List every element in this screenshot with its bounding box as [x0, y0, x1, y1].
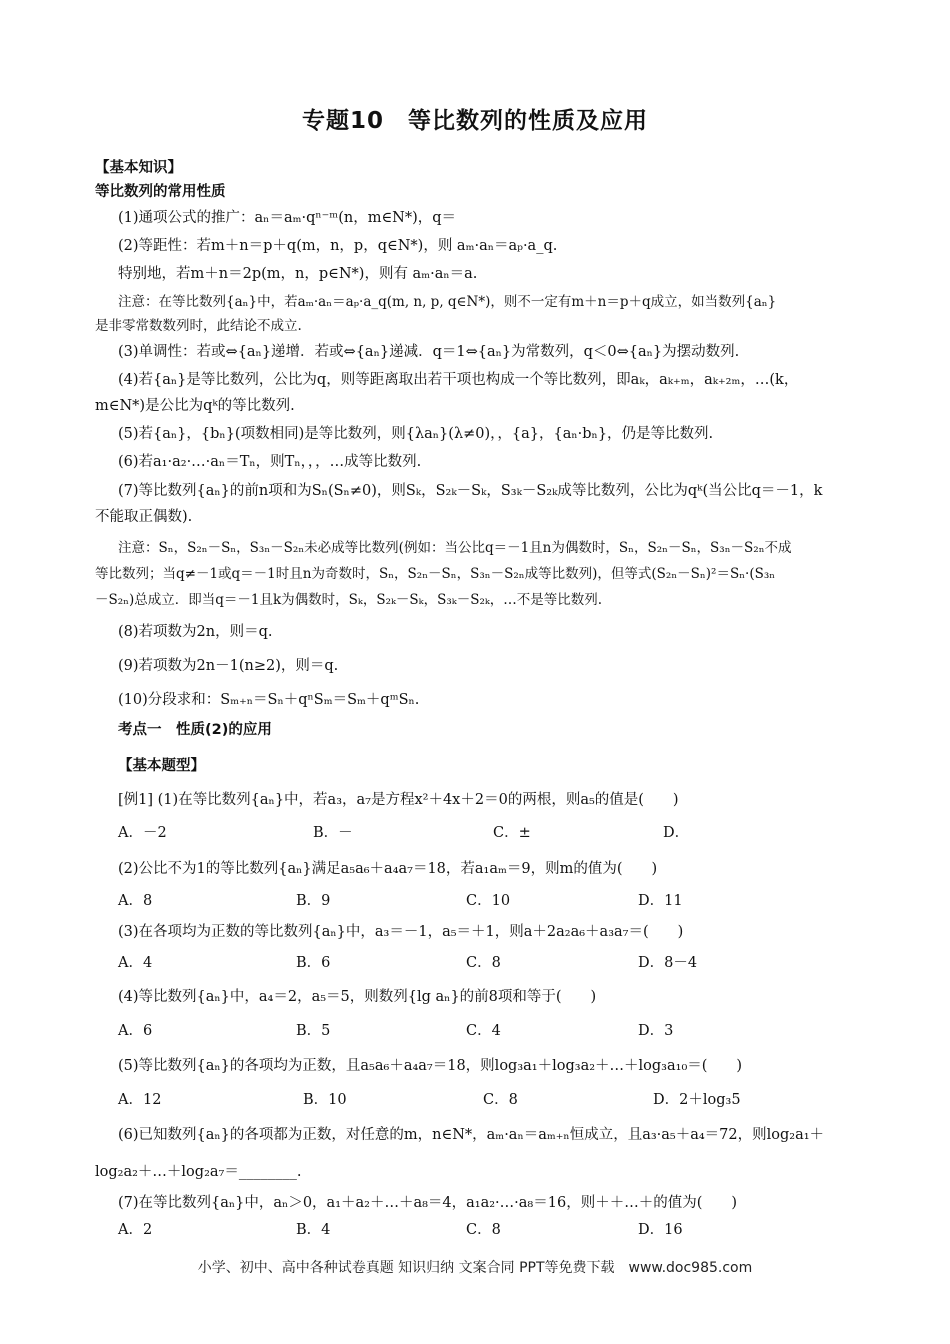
property-3: (3)单调性：若或⇔{aₙ}递增．若或⇔{aₙ}递减．q＝1⇔{aₙ}为常数列，q＜0⇔{aₙ}为摆动数列.	[118, 344, 740, 360]
footer-banner: 小学、初中、高中各种试卷真题 知识归纳 文案合同 PPT等免费下载 www.doc985.com	[197, 1260, 753, 1276]
property-7-line-2: 不能取正偶数).	[95, 509, 193, 525]
property-4-line-2: m∈N*)是公比为qᵏ的等比数列.	[95, 398, 295, 414]
question-6-line-2: log₂a₂＋…＋log₂a₇＝________.	[95, 1164, 302, 1180]
section-heading-basic: 【基本知识】	[95, 160, 182, 176]
option-a: A．8	[118, 893, 153, 909]
option-a: A．4	[118, 955, 153, 971]
question-5: (5)等比数列{aₙ}的各项均为正数，且a₅a₆＋a₄a₇＝18，则log₃a₁＋log₃a₂＋…＋log₃a₁₀＝( )	[118, 1058, 743, 1074]
question-3-options	[118, 953, 865, 973]
property-2: (2)等距性：若m＋n＝p＋q(m，n，p，q∈N*)，则 aₘ·aₙ＝aₚ·a_q.	[118, 238, 558, 254]
option-c: C．8	[466, 1222, 501, 1238]
question-1-options	[118, 823, 865, 843]
option-b: B．－	[313, 825, 353, 841]
option-a: A．6	[118, 1023, 153, 1039]
property-4-line-1: (4)若{aₙ}是等比数列，公比为q，则等距离取出若干项也构成一个等比数列，即aₖ，aₖ₊ₘ，aₖ₊₂ₘ，…(k，	[118, 372, 799, 388]
option-c: C．8	[483, 1092, 518, 1108]
page-title: 专题10 等比数列的性质及应用	[301, 108, 648, 134]
question-5-options	[118, 1090, 865, 1110]
option-c: C．4	[466, 1023, 501, 1039]
option-c: C．8	[466, 955, 501, 971]
property-8: (8)若项数为2n，则＝q.	[118, 624, 273, 640]
option-d: D．2＋log₃5	[653, 1092, 741, 1108]
question-4: (4)等比数列{aₙ}中，a₄＝2，a₅＝5，则数列{lg aₙ}的前8项和等于( )	[118, 989, 597, 1005]
question-2: (2)公比不为1的等比数列{aₙ}满足a₅a₆＋a₄a₇＝18，若a₁aₘ＝9，则m的值为( )	[118, 861, 658, 877]
question-1: [例1] (1)在等比数列{aₙ}中，若a₃，a₇是方程x²＋4x＋2＝0的两根，则a₅的值是( )	[118, 792, 679, 808]
property-1: (1)通项公式的推广：aₙ＝aₘ·qⁿ⁻ᵐ(n，m∈N*)，q＝	[118, 210, 457, 226]
note-1-line-1: 注意：在等比数列{aₙ}中，若aₘ·aₙ＝aₚ·a_q(m, n, p, q∈N*)，则不一定有m＋n＝p＋q成立，如当数列{aₙ}	[118, 294, 777, 310]
option-b: B．4	[296, 1222, 331, 1238]
note-2-line-3: －S₂ₙ)总成立．即当q＝－1且k为偶数时，Sₖ，S₂ₖ－Sₖ，S₃ₖ－S₂ₖ，…不是等比数列.	[95, 592, 603, 608]
question-2-options	[118, 891, 865, 911]
option-b: B．10	[303, 1092, 347, 1108]
option-c: C．10	[466, 893, 511, 909]
option-d: D．11	[638, 893, 683, 909]
note-1-line-2: 是非零常数数列时，此结论不成立.	[95, 318, 302, 334]
question-7-options	[118, 1220, 865, 1240]
option-b: B．5	[296, 1023, 331, 1039]
option-c: C．±	[493, 825, 531, 841]
property-9: (9)若项数为2n－1(n≥2)，则＝q.	[118, 658, 339, 674]
property-5: (5)若{aₙ}，{bₙ}(项数相同)是等比数列，则{λaₙ}(λ≠0)，，{a}，{aₙ·bₙ}，仍是等比数列.	[118, 426, 714, 442]
option-d: D．3	[638, 1023, 674, 1039]
subheading-properties: 等比数列的常用性质	[95, 184, 226, 200]
note-2-line-2: 等比数列；当q≠－1或q＝－1时且n为奇数时，Sₙ，S₂ₙ－Sₙ，S₃ₙ－S₂ₙ成等比数列)，但等式(S₂ₙ－Sₙ)²＝Sₙ·(S₃ₙ	[95, 566, 776, 582]
note-2-line-1: 注意：Sₙ，S₂ₙ－Sₙ，S₃ₙ－S₂ₙ未必成等比数列(例如：当公比q＝－1且n为偶数时，Sₙ，S₂ₙ－Sₙ，S₃ₙ－S₂ₙ不成	[118, 540, 792, 556]
question-7: (7)在等比数列{aₙ}中，aₙ＞0，a₁＋a₂＋…＋a₈＝4，a₁a₂·…·a₈＝16，则＋＋…＋的值为( )	[118, 1195, 738, 1211]
property-6: (6)若a₁·a₂·…·aₙ＝Tₙ，则Tₙ，，，…成等比数列.	[118, 454, 422, 470]
question-6-line-1: (6)已知数列{aₙ}的各项都为正数，对任意的m，n∈N*，aₘ·aₙ＝aₘ₊ₙ恒成立，且a₃·a₅＋a₄＝72，则log₂a₁＋	[118, 1127, 825, 1143]
question-3: (3)在各项均为正数的等比数列{aₙ}中，a₃＝－1，a₅＝＋1，则a＋2a₂a₆＋a₃a₇＝( )	[118, 924, 684, 940]
section-heading-types: 【基本题型】	[118, 758, 205, 774]
option-d: D．	[663, 825, 690, 841]
option-a: A．12	[118, 1092, 162, 1108]
kaodian-heading: 考点一 性质(2)的应用	[118, 722, 272, 738]
option-b: B．6	[296, 955, 331, 971]
option-b: B．9	[296, 893, 331, 909]
option-a: A．－2	[118, 825, 167, 841]
option-a: A．2	[118, 1222, 153, 1238]
property-10: (10)分段求和：Sₘ₊ₙ＝Sₙ＋qⁿSₘ＝Sₘ＋qᵐSₙ.	[118, 692, 420, 708]
option-d: D．16	[638, 1222, 683, 1238]
option-d: D．8－4	[638, 955, 698, 971]
question-4-options	[118, 1021, 865, 1041]
property-2-special: 特别地，若m＋n＝2p(m，n，p∈N*)，则有 aₘ·aₙ＝a.	[118, 266, 478, 282]
property-7-line-1: (7)等比数列{aₙ}的前n项和为Sₙ(Sₙ≠0)，则Sₖ，S₂ₖ－Sₖ，S₃ₖ－S₂ₖ成等比数列，公比为qᵏ(当公比q＝－1，k	[118, 483, 823, 499]
